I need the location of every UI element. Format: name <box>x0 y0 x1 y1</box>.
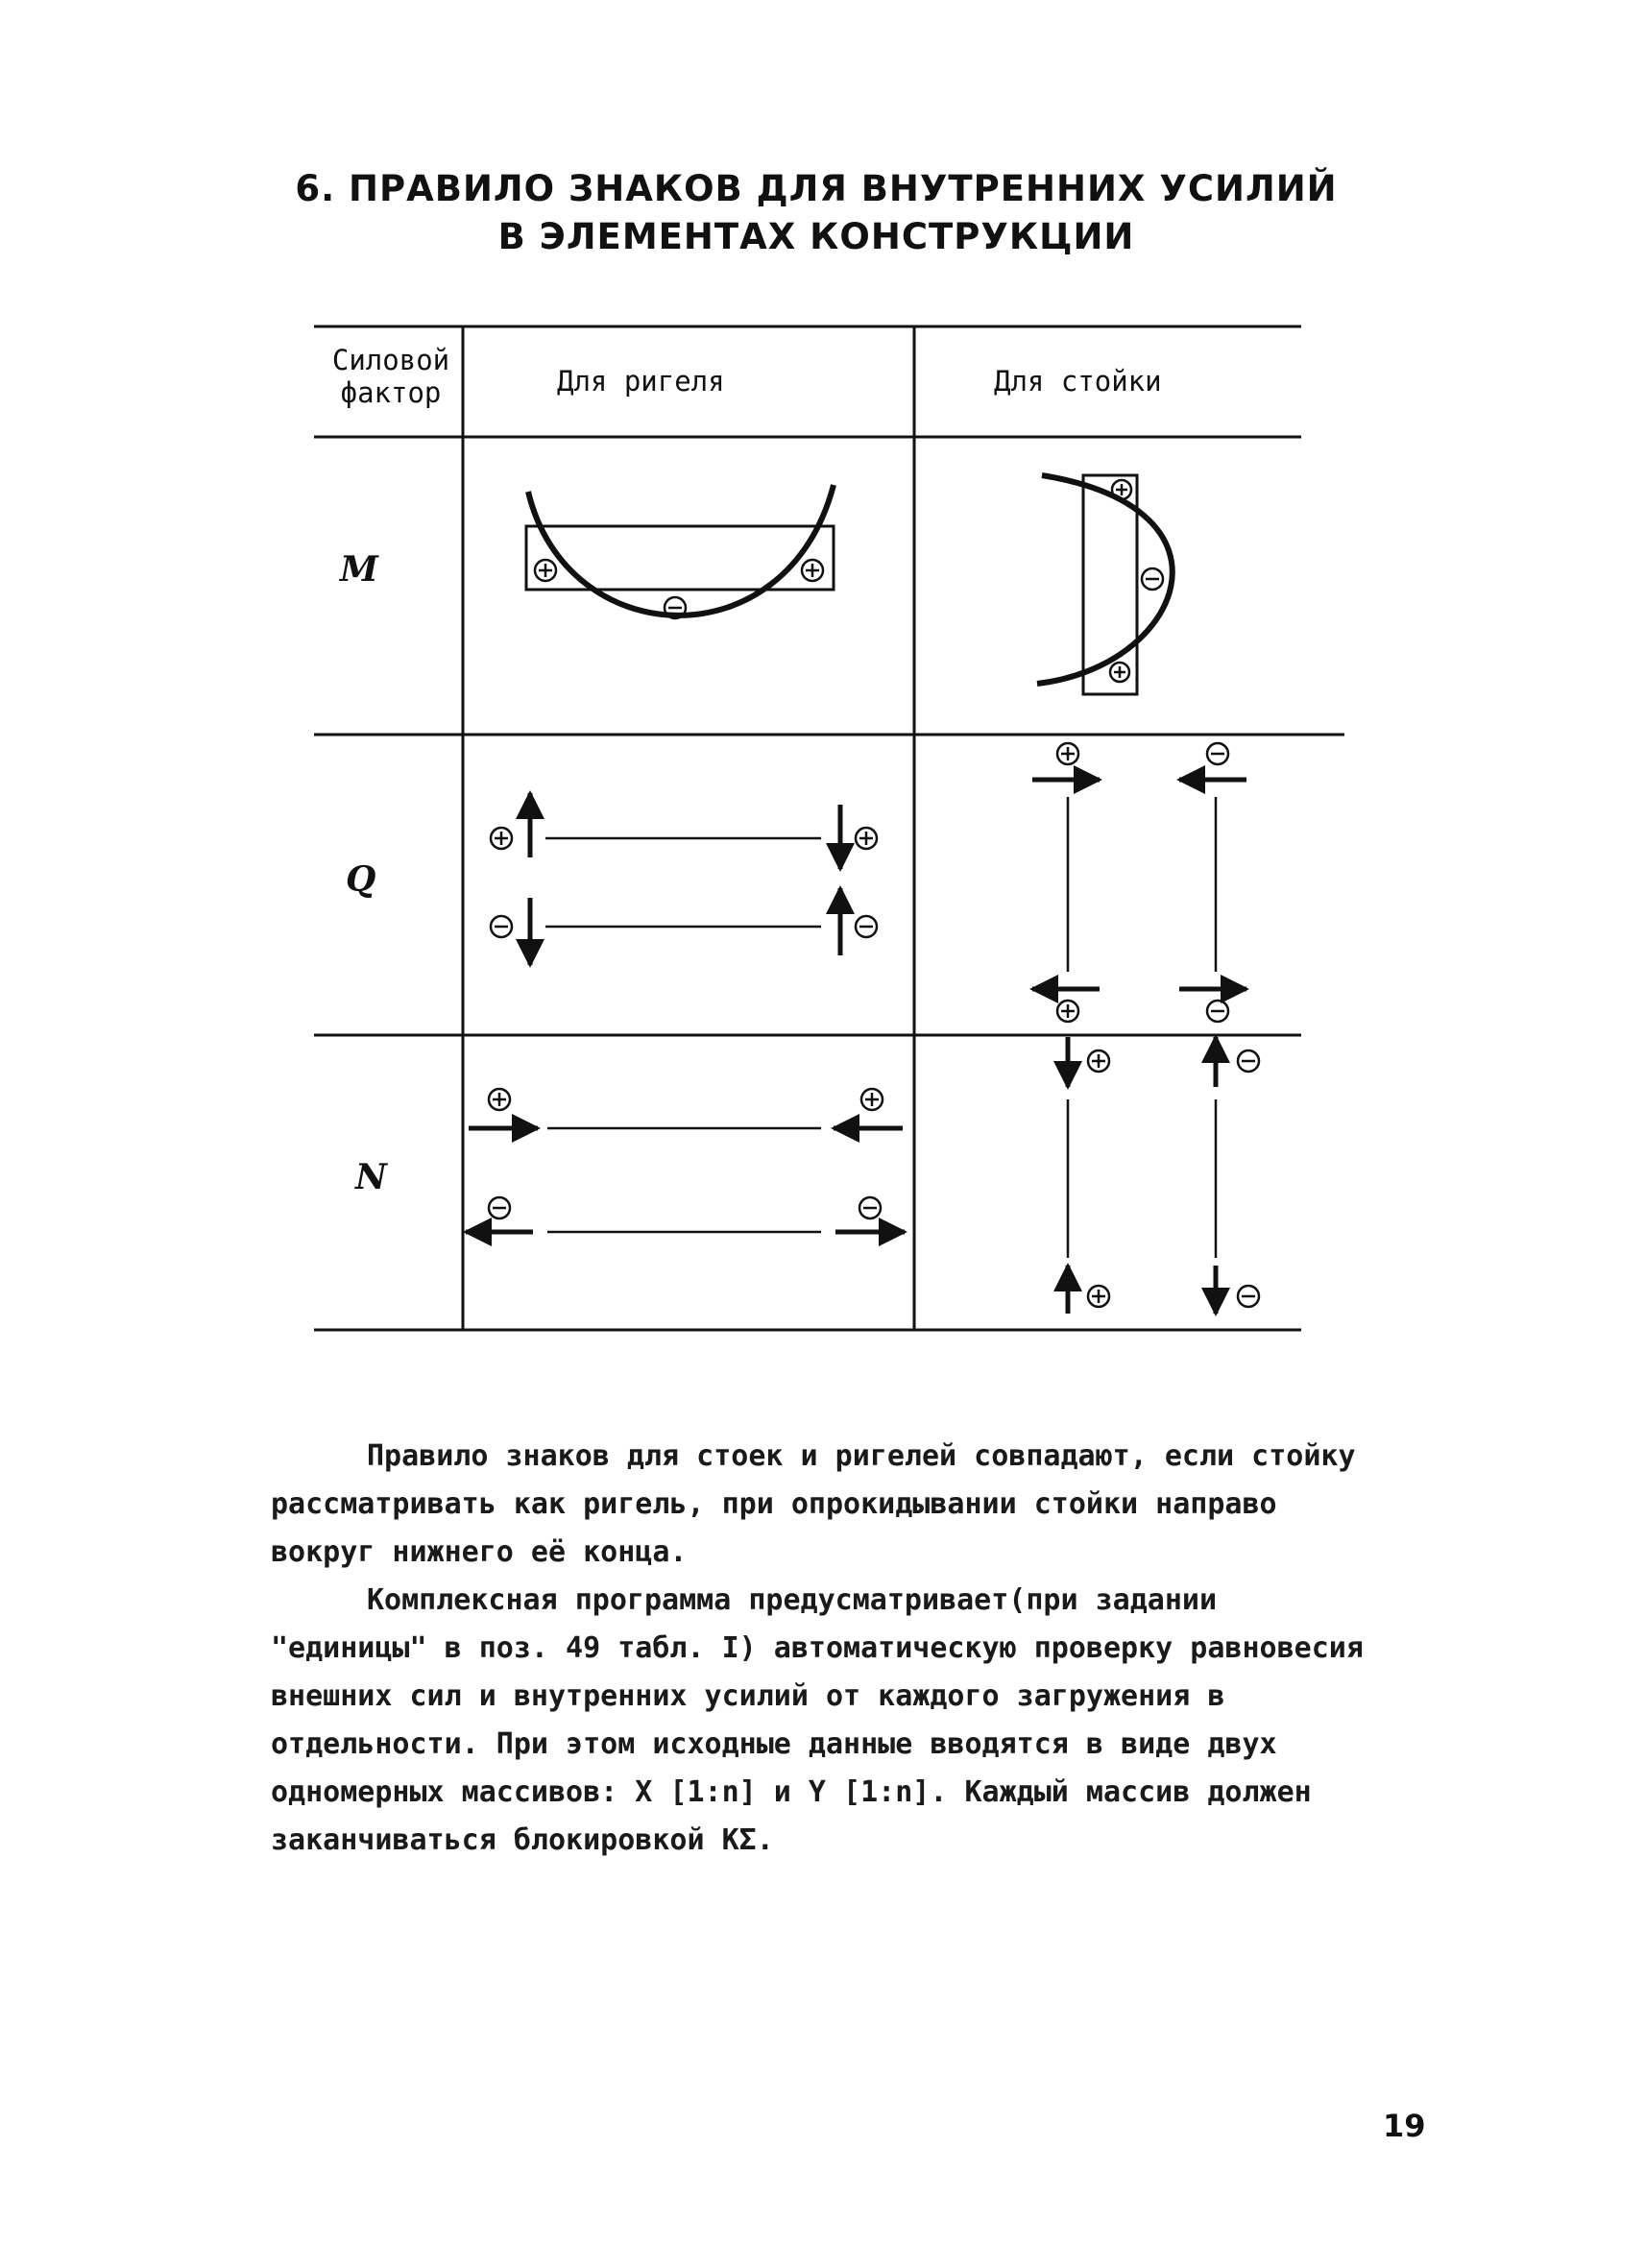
header-factor-line-1: Силовой <box>331 344 450 376</box>
shear-beam-diagram <box>491 793 877 965</box>
plus-sign-icon <box>1088 1050 1109 1072</box>
paragraph-2 <box>271 1577 1385 1865</box>
moment-column-diagram <box>1037 475 1173 694</box>
minus-sign-icon <box>491 916 512 937</box>
row-factor-n: N <box>355 1157 387 1197</box>
body-text <box>271 1433 1385 1865</box>
row-factor-q: Q <box>346 859 376 900</box>
normal-beam-diagram <box>466 1089 905 1232</box>
heading-line-2: В ЭЛЕМЕНТАХ КОНСТРУКЦИИ <box>497 216 1135 257</box>
minus-sign-icon <box>489 1197 510 1218</box>
minus-sign-icon <box>856 916 877 937</box>
paragraph-1: Правило знаков для стоек и ригелей совпадают, если стойку рассматривать как ригель, при опрокидывании стойки направо вокруг нижнего её конца. <box>271 1439 1356 1569</box>
plus-sign-icon <box>489 1089 510 1110</box>
plus-sign-icon <box>802 560 823 581</box>
plus-sign-icon <box>856 828 877 849</box>
array-x: X [1:n] <box>635 1775 757 1809</box>
plus-sign-icon <box>1112 480 1131 499</box>
header-column: Для стойки <box>994 365 1162 398</box>
row-factor-m: M <box>340 549 378 590</box>
plus-sign-icon <box>491 828 512 849</box>
minus-sign-icon <box>1238 1286 1259 1307</box>
conjunction: и <box>773 1775 791 1809</box>
moment-beam-baseline-box <box>526 526 834 590</box>
paragraph-2-end: . Каждый массив должен заканчиваться блокировкой КΣ. <box>271 1775 1312 1857</box>
page-number: 19 <box>1383 2108 1426 2144</box>
header-beam: Для ригеля <box>557 365 725 398</box>
plus-sign-icon <box>861 1089 883 1110</box>
plus-sign-icon <box>1088 1286 1109 1307</box>
paragraph-2-text: Комплексная программа предусматривает(при задании "единицы" в поз. 49 табл. I) автоматическую проверку равновесия внешних сил и внутренних усилий от каждого загружения в отдельности. При этом исходные данные вводятся в виде двух одномерных массивов: <box>271 1583 1364 1809</box>
minus-sign-icon <box>1207 1001 1228 1022</box>
moment-beam-curve <box>528 485 834 615</box>
moment-beam-diagram <box>526 485 834 618</box>
header-factor-line-2: фактор <box>340 376 442 409</box>
array-y: Y [1:n] <box>808 1775 931 1809</box>
plus-sign-icon <box>535 560 556 581</box>
plus-sign-icon <box>1057 1001 1078 1022</box>
minus-sign-icon <box>1142 568 1163 590</box>
table-grid <box>314 326 1344 1330</box>
plus-sign-icon <box>1057 743 1078 764</box>
heading-line-1: 6. ПРАВИЛО ЗНАКОВ ДЛЯ ВНУТРЕННИХ УСИЛИЙ <box>295 168 1338 209</box>
minus-sign-icon <box>859 1197 881 1218</box>
minus-sign-icon <box>1207 743 1228 764</box>
normal-column-diagram <box>1068 1037 1259 1314</box>
header-factor <box>321 344 461 409</box>
minus-sign-icon <box>1238 1050 1259 1072</box>
shear-column-diagram <box>1032 743 1246 1022</box>
plus-sign-icon <box>1110 663 1129 682</box>
